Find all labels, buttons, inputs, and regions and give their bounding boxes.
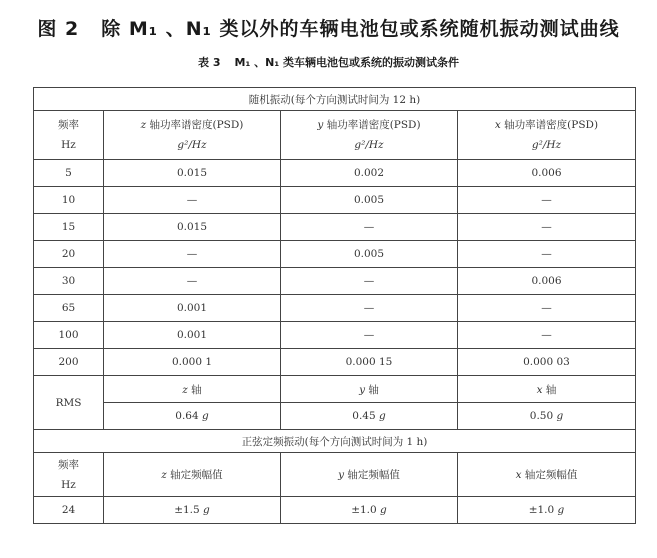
sine-freq-cell: 24 (34, 497, 104, 524)
x-psd-header (458, 111, 636, 160)
x-amplitude-value: ±1.0 (528, 504, 555, 516)
frequency-header-unit: Hz (61, 139, 76, 151)
z-amplitude-header (104, 453, 281, 497)
y-psd-cell: — (281, 322, 458, 349)
freq-cell: 10 (34, 187, 104, 214)
x-psd-name: 轴功率谱密度(PSD) (500, 119, 599, 131)
rms-x-axis-header (458, 376, 636, 403)
rms-x-axis-suffix: 轴 (542, 383, 557, 396)
rms-y-axis-header (281, 376, 458, 403)
freq-cell: 200 (34, 349, 104, 376)
x-axis-symbol: x (494, 119, 501, 131)
x-amplitude-cell (458, 497, 636, 524)
rms-z-value (104, 403, 281, 430)
x-psd-cell: — (458, 322, 636, 349)
rms-x-axis-symbol: x (536, 383, 543, 396)
table-caption-text: M₁ 、N₁ 类车辆电池包或系统的振动测试条件 (234, 56, 459, 69)
x-amplitude-axis: x (515, 468, 522, 481)
sine-vibration-section-header: 正弦定频振动(每个方向测试时间为 1 h) (34, 430, 636, 453)
z-psd-cell: 0.015 (104, 160, 281, 187)
x-amplitude-header (458, 453, 636, 497)
y-psd-cell: — (281, 214, 458, 241)
z-axis-symbol: z (140, 119, 147, 131)
table-row (34, 160, 636, 187)
sine-frequency-header-label: 频率 (58, 458, 79, 471)
y-psd-cell: 0.000 15 (281, 349, 458, 376)
table-row (34, 187, 636, 214)
z-psd-header (104, 111, 281, 160)
table-row (34, 241, 636, 268)
table-row (34, 497, 636, 524)
y-psd-cell: 0.002 (281, 160, 458, 187)
z-psd-cell: 0.015 (104, 214, 281, 241)
rms-x-value (458, 403, 636, 430)
rms-y-unit: g (379, 410, 386, 422)
table-row (34, 268, 636, 295)
x-psd-cell: 0.006 (458, 160, 636, 187)
z-psd-cell: 0.001 (104, 295, 281, 322)
x-psd-cell: 0.000 03 (458, 349, 636, 376)
frequency-header-label: 频率 (58, 119, 79, 131)
rms-z-number: 0.64 (175, 410, 199, 422)
z-amplitude-unit: g (203, 504, 210, 516)
freq-cell: 100 (34, 322, 104, 349)
z-psd-cell: 0.000 1 (104, 349, 281, 376)
y-psd-cell: 0.005 (281, 187, 458, 214)
y-axis-symbol: y (317, 119, 324, 131)
sine-frequency-header (34, 453, 104, 497)
table-label: 表 3 (198, 56, 221, 69)
rms-y-axis-symbol: y (359, 383, 366, 396)
y-psd-cell: — (281, 268, 458, 295)
z-psd-unit: g²/Hz (177, 139, 207, 151)
y-amplitude-header (281, 453, 458, 497)
z-amplitude-axis: z (161, 468, 167, 481)
rms-z-axis-symbol: z (182, 383, 188, 396)
z-amplitude-label: 轴定频幅值 (166, 468, 223, 481)
figure-title-text: 除 M₁ 、N₁ 类以外的车辆电池包或系统随机振动测试曲线 (101, 18, 620, 40)
y-amplitude-cell (281, 497, 458, 524)
freq-cell: 15 (34, 214, 104, 241)
table-row (34, 349, 636, 376)
y-psd-unit: g²/Hz (354, 139, 384, 151)
z-psd-cell: — (104, 268, 281, 295)
z-amplitude-value: ±1.5 (174, 504, 200, 516)
y-psd-name: 轴功率谱密度(PSD) (323, 119, 421, 131)
x-psd-cell: — (458, 241, 636, 268)
rms-y-number: 0.45 (352, 410, 376, 422)
x-psd-cell: — (458, 295, 636, 322)
x-psd-unit: g²/Hz (531, 139, 562, 151)
y-amplitude-label: 轴定频幅值 (344, 468, 400, 481)
freq-cell: 20 (34, 241, 104, 268)
rms-x-unit: g (556, 410, 564, 422)
table-row (34, 214, 636, 241)
table-caption (0, 52, 657, 74)
freq-cell: 5 (34, 160, 104, 187)
z-psd-cell: 0.001 (104, 322, 281, 349)
x-amplitude-unit: g (557, 504, 565, 516)
rms-x-number: 0.50 (529, 410, 554, 422)
y-amplitude-value: ±1.0 (351, 504, 377, 516)
y-amplitude-unit: g (380, 504, 387, 516)
figure-title (0, 12, 657, 46)
table-row (34, 322, 636, 349)
vibration-conditions-table (33, 87, 636, 524)
sine-frequency-header-unit: Hz (61, 478, 76, 491)
z-psd-name: 轴功率谱密度(PSD) (146, 119, 244, 131)
x-psd-cell: 0.006 (458, 268, 636, 295)
rms-y-value (281, 403, 458, 430)
y-psd-cell: — (281, 295, 458, 322)
rms-z-axis-suffix: 轴 (187, 383, 202, 396)
z-amplitude-cell (104, 497, 281, 524)
z-psd-cell: — (104, 187, 281, 214)
x-psd-cell: — (458, 187, 636, 214)
rms-y-axis-suffix: 轴 (365, 383, 379, 396)
rms-label: RMS (34, 376, 104, 430)
x-psd-cell: — (458, 214, 636, 241)
figure-label: 图 2 (37, 18, 80, 40)
table-row (34, 295, 636, 322)
rms-z-axis-header (104, 376, 281, 403)
frequency-header (34, 111, 104, 160)
y-psd-header (281, 111, 458, 160)
x-amplitude-label: 轴定频幅值 (521, 468, 578, 481)
y-psd-cell: 0.005 (281, 241, 458, 268)
freq-cell: 65 (34, 295, 104, 322)
rms-z-unit: g (202, 410, 209, 422)
random-vibration-section-header: 随机振动(每个方向测试时间为 12 h) (34, 88, 636, 111)
freq-cell: 30 (34, 268, 104, 295)
z-psd-cell: — (104, 241, 281, 268)
y-amplitude-axis: y (338, 468, 345, 481)
